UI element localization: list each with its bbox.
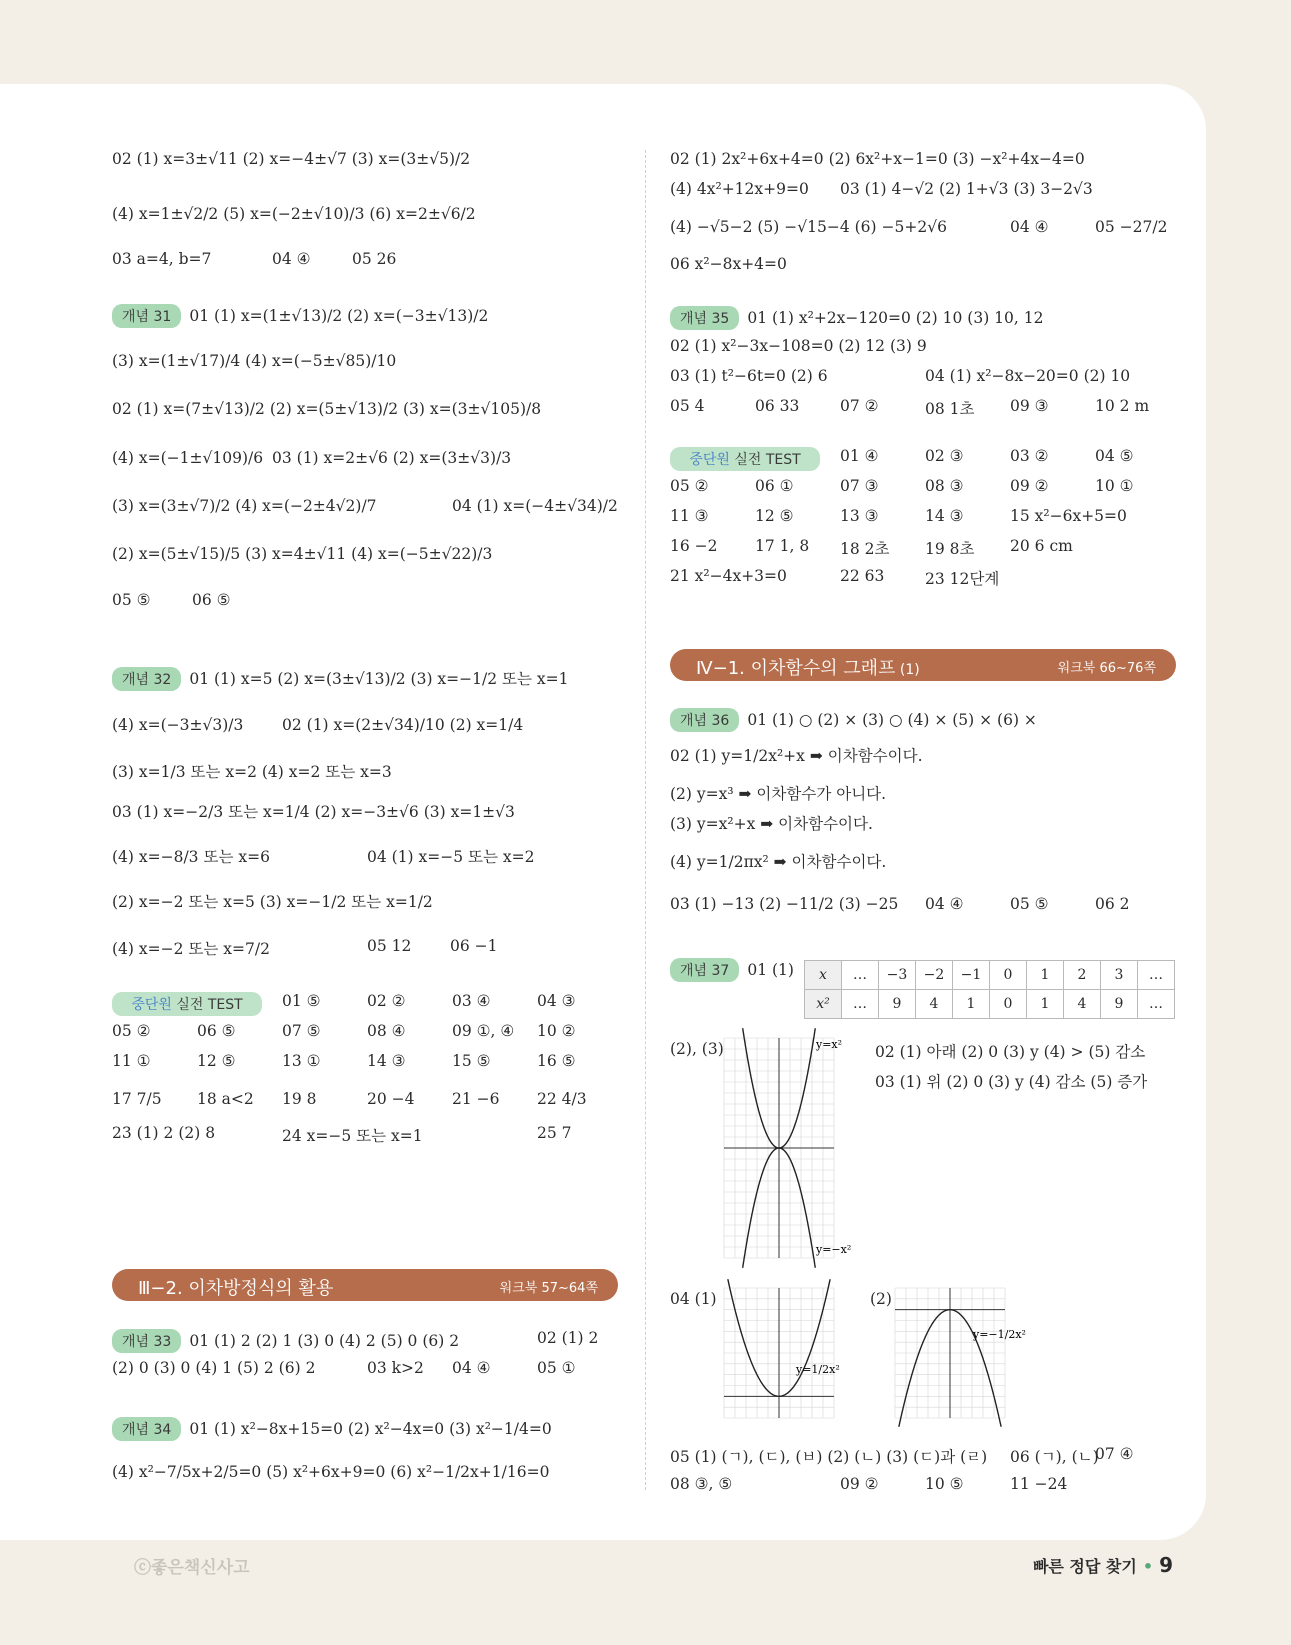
answer-line: 06 ⑤	[192, 591, 231, 609]
answer-line: (2) y=x³ ➡ 이차함수가 아니다.	[670, 785, 887, 803]
test-answer: 04 ③	[537, 992, 576, 1010]
curve-label: y=−1/2x²	[973, 1328, 1026, 1341]
test-answer: 22 63	[840, 567, 885, 585]
table-cell: −2	[916, 961, 953, 990]
test-answer: 09 ②	[1010, 477, 1049, 495]
test-answer: 07 ⑤	[282, 1022, 321, 1040]
answer-line: 02 (1) x=(7±√13)/2 (2) x=(5±√13)/2 (3) x=(3±√105)/8	[112, 400, 542, 418]
mid-test-tag	[670, 447, 820, 471]
table-head: x	[805, 961, 842, 990]
table-head: x²	[805, 990, 842, 1019]
answer-line: 01 (1) x²−8x+15=0 (2) x²−4x=0 (3) x²−1/4=0	[189, 1420, 552, 1438]
test-answer: 08 ④	[367, 1022, 406, 1040]
test-answer: 16 ⑤	[537, 1052, 576, 1070]
test-answer: 13 ③	[840, 507, 879, 525]
table-cell: …	[1138, 961, 1175, 990]
answer-line: 01 (1) 2 (2) 1 (3) 0 (4) 2 (5) 0 (6) 2	[189, 1332, 460, 1350]
table-cell: −3	[879, 961, 916, 990]
test-answer: 10 ②	[537, 1022, 576, 1040]
value-table	[804, 960, 1175, 1019]
answer-line: 05 ①	[537, 1359, 576, 1377]
answer-line: 01 (1) ○ (2) × (3) ○ (4) × (5) × (6) ×	[747, 711, 1037, 729]
table-cell: 4	[1064, 990, 1101, 1019]
table-cell: 4	[916, 990, 953, 1019]
curve-label: y=x²	[816, 1038, 843, 1051]
table-cell: 9	[1101, 990, 1138, 1019]
answer-line: 09 ②	[840, 1475, 879, 1493]
answer-line: 07 ④	[1095, 1445, 1134, 1463]
answer-line: 04 ④	[272, 250, 311, 268]
answer-line: 11 −24	[1010, 1475, 1068, 1493]
test-answer: 23 12단계	[925, 570, 1000, 588]
test-answer: 20 −4	[367, 1089, 415, 1108]
gaenyeom-tag: 개념 32	[112, 667, 181, 691]
answer-line: 07 ②	[840, 397, 879, 415]
answer-line: 08 ③, ⑤	[670, 1475, 733, 1493]
answer-line: (4) x=1±√2/2 (5) x=(−2±√10)/3 (6) x=2±√6/2	[112, 205, 476, 223]
answer-line: (2) 0 (3) 0 (4) 1 (5) 2 (6) 2	[112, 1359, 316, 1377]
answer-line: 01 (1)	[747, 961, 794, 979]
test-answer: 17 1, 8	[755, 537, 810, 555]
table-cell: …	[1138, 990, 1175, 1019]
workbook-ref: 워크북 57~64쪽	[499, 1281, 598, 1296]
answer-line: 06 x²−8x+4=0	[670, 255, 787, 273]
answer-line: (2), (3)	[670, 1040, 724, 1058]
test-answer: 06 ⑤	[197, 1022, 236, 1040]
mid-test-block	[112, 992, 270, 1016]
test-answer: 25 7	[537, 1124, 572, 1142]
footer-dot: •	[1142, 1557, 1154, 1576]
test-answer: 09 ①, ④	[452, 1022, 515, 1040]
test-answer: 01 ④	[840, 447, 879, 465]
answer-line: (4) −√5−2 (5) −√15−4 (6) −5+2√6	[670, 218, 947, 236]
section-title: Ⅲ−2. 이차방정식의 활용	[138, 1278, 334, 1299]
gaenyeom-tag: 개념 31	[112, 304, 181, 328]
curve-label: y=1/2x²	[796, 1363, 840, 1376]
test-answer: 21 x²−4x+3=0	[670, 567, 787, 585]
test-answer: 02 ②	[367, 992, 406, 1010]
answer-line: (3) y=x²+x ➡ 이차함수이다.	[670, 815, 873, 833]
table-cell: 1	[1027, 961, 1064, 990]
test-answer: 20 6 cm	[1010, 537, 1073, 555]
answer-line: (4) x=(−1±√109)/6	[112, 449, 264, 467]
table-cell: 1	[953, 990, 990, 1019]
test-answer: 24 x=−5 또는 x=1	[282, 1127, 423, 1145]
answer-line: 04 (1)	[670, 1290, 717, 1308]
answer-line: 10 ⑤	[925, 1475, 964, 1493]
mid-test-tag-a: 중단원	[689, 452, 730, 468]
answer-line: 05 ⑤	[1010, 895, 1049, 913]
test-answer: 11 ③	[670, 507, 709, 525]
table-cell: 3	[1101, 961, 1138, 990]
answer-line: 06 33	[755, 397, 800, 415]
answer-line: 06 −1	[450, 937, 498, 955]
gaenyeom-tag: 개념 37	[670, 958, 739, 982]
answer-line: 01 (1) x=(1±√13)/2 (2) x=(−3±√13)/2	[189, 307, 489, 325]
answer-line: (2) x=(5±√15)/5 (3) x=4±√11 (4) x=(−5±√22)/3	[112, 545, 493, 563]
table-cell: …	[842, 961, 879, 990]
test-answer: 23 (1) 2 (2) 8	[112, 1124, 216, 1142]
table-cell: 2	[1064, 961, 1101, 990]
test-answer: 19 8	[282, 1089, 317, 1108]
test-answer: 03 ②	[1010, 447, 1049, 465]
test-answer: 15 x²−6x+5=0	[1010, 507, 1127, 525]
gaenyeom-35-block	[670, 306, 1043, 330]
table-cell: 0	[990, 961, 1027, 990]
test-answer: 02 ③	[925, 447, 964, 465]
answer-line: (4) x=−2 또는 x=7/2	[112, 940, 270, 958]
page-footer	[1033, 1553, 1173, 1577]
answer-line: 03 (1) −13 (2) −11/2 (3) −25	[670, 895, 899, 913]
test-answer: 10 ①	[1095, 477, 1134, 495]
answer-line: 04 ④	[1010, 218, 1049, 236]
answer-line: (2) x=−2 또는 x=5 (3) x=−1/2 또는 x=1/2	[112, 893, 433, 911]
answer-line: 01 (1) x=5 (2) x=(3±√13)/2 (3) x=−1/2 또는 x=1	[189, 670, 569, 688]
answer-line: 06 2	[1095, 895, 1130, 913]
gaenyeom-36-block	[670, 708, 1037, 732]
graph-y-half-x2	[724, 1288, 844, 1428]
table-cell: −1	[953, 961, 990, 990]
test-answer: 13 ①	[282, 1052, 321, 1070]
answer-line: 02 (1) x=(2±√34)/10 (2) x=1/4	[282, 716, 524, 734]
answer-line: 03 (1) x=2±√6 (2) x=(3±√3)/3	[272, 449, 512, 467]
test-answer: 15 ⑤	[452, 1052, 491, 1070]
gaenyeom-33-block	[112, 1329, 459, 1353]
answer-line: (3) x=(3±√7)/2 (4) x=(−2±4√2)/7	[112, 497, 377, 515]
test-answer: 19 8초	[925, 540, 975, 558]
test-answer: 03 ④	[452, 992, 491, 1010]
test-answer: 14 ③	[925, 507, 964, 525]
test-answer: 12 ⑤	[197, 1052, 236, 1070]
answer-line: 06 (ㄱ), (ㄴ)	[1010, 1448, 1099, 1466]
answer-line: 05 ⑤	[112, 591, 151, 609]
gaenyeom-31-block	[112, 304, 488, 328]
mid-test-tag	[112, 992, 262, 1016]
test-answer: 11 ①	[112, 1052, 151, 1070]
test-answer: 18 a<2	[197, 1089, 254, 1108]
section-header-4-1	[670, 649, 1176, 681]
answer-line: 02 (1) x=3±√11 (2) x=−4±√7 (3) x=(3±√5)/2	[112, 150, 471, 168]
answer-line: (4) x=(−3±√3)/3	[112, 716, 244, 734]
section-title	[696, 654, 920, 680]
table-cell: 0	[990, 990, 1027, 1019]
answer-line: (4) y=1/2πx² ➡ 이차함수이다.	[670, 853, 887, 871]
section-title-main: Ⅳ−1. 이차함수의 그래프	[696, 658, 896, 679]
answer-line: 01 (1) x²+2x−120=0 (2) 10 (3) 10, 12	[747, 309, 1044, 327]
answer-line: 05 (1) (ㄱ), (ㄷ), (ㅂ) (2) (ㄴ) (3) (ㄷ)과 (ㄹ)	[670, 1448, 988, 1466]
answer-line: 04 ④	[925, 895, 964, 913]
answer-line: 05 26	[352, 250, 397, 268]
answer-line: 03 (1) t²−6t=0 (2) 6	[670, 367, 828, 385]
mid-test-tag-b: 실전 TEST	[729, 452, 801, 468]
answer-line: (4) x=−8/3 또는 x=6	[112, 848, 270, 866]
answer-line: 09 ③	[1010, 397, 1049, 415]
answer-line: 02 (1) 2x²+6x+4=0 (2) 6x²+x−1=0 (3) −x²+4x−4=0	[670, 150, 1085, 168]
answer-line: 10 2 m	[1095, 397, 1150, 415]
gaenyeom-tag: 개념 36	[670, 708, 739, 732]
test-answer: 12 ⑤	[755, 507, 794, 525]
publisher-mark: ⓒ좋은책신사고	[134, 1558, 250, 1578]
answer-line: 03 a=4, b=7	[112, 250, 212, 268]
page-number: 9	[1159, 1553, 1173, 1577]
answer-line: (3) x=(1±√17)/4 (4) x=(−5±√85)/10	[112, 352, 397, 370]
test-answer: 22 4/3	[537, 1089, 587, 1108]
table-cell: 1	[1027, 990, 1064, 1019]
answer-line: 02 (1) 2	[537, 1329, 599, 1347]
mid-test-block	[670, 447, 828, 471]
mid-test-tag-b: 실전 TEST	[171, 997, 243, 1013]
gaenyeom-34-block	[112, 1417, 552, 1441]
answer-line: 03 (1) x=−2/3 또는 x=1/4 (2) x=−3±√6 (3) x=1±√3	[112, 803, 515, 821]
answer-line: 05 −27/2	[1095, 218, 1168, 236]
footer-title: 빠른 정답 찾기	[1032, 1557, 1137, 1576]
answer-line: 02 (1) 아래 (2) 0 (3) y (4) > (5) 감소	[875, 1043, 1146, 1061]
answer-line: 03 (1) 4−√2 (2) 1+√3 (3) 3−2√3	[840, 180, 1093, 198]
answer-line: 04 ④	[452, 1359, 491, 1377]
gaenyeom-tag: 개념 33	[112, 1329, 181, 1353]
test-answer: 06 ①	[755, 477, 794, 495]
answer-line: 02 (1) x²−3x−108=0 (2) 12 (3) 9	[670, 337, 927, 355]
test-answer: 04 ⑤	[1095, 447, 1134, 465]
gaenyeom-32-block	[112, 667, 568, 691]
workbook-ref: 워크북 66~76쪽	[1057, 661, 1156, 676]
answer-line: (4) x²−7/5x+2/5=0 (5) x²+6x+9=0 (6) x²−1/2x+1/16=0	[112, 1463, 550, 1481]
answer-line: 05 4	[670, 397, 705, 415]
curve-label: y=−x²	[816, 1243, 852, 1256]
answer-line: 03 k>2	[367, 1359, 424, 1377]
answer-line: (3) x=1/3 또는 x=2 (4) x=2 또는 x=3	[112, 763, 392, 781]
test-answer: 17 7/5	[112, 1089, 162, 1108]
answer-line: 08 1초	[925, 400, 975, 418]
table-cell: …	[842, 990, 879, 1019]
table-cell: 9	[879, 990, 916, 1019]
gaenyeom-tag: 개념 35	[670, 306, 739, 330]
test-answer: 16 −2	[670, 537, 718, 555]
test-answer: 05 ②	[670, 477, 709, 495]
answer-line: 04 (1) x=−5 또는 x=2	[367, 848, 535, 866]
answer-line: (2)	[870, 1290, 892, 1308]
test-answer: 14 ③	[367, 1052, 406, 1070]
gaenyeom-37-block	[670, 958, 794, 982]
answer-line: 02 (1) y=1/2x²+x ➡ 이차함수이다.	[670, 747, 923, 765]
answer-line: 05 12	[367, 937, 412, 955]
test-answer: 18 2초	[840, 540, 890, 558]
test-answer: 05 ②	[112, 1022, 151, 1040]
gaenyeom-tag: 개념 34	[112, 1417, 181, 1441]
test-answer: 07 ③	[840, 477, 879, 495]
section-title-suffix: (1)	[895, 662, 920, 678]
graph-y-neg-half-x2	[895, 1288, 1026, 1428]
test-answer: 21 −6	[452, 1089, 500, 1108]
test-answer: 01 ⑤	[282, 992, 321, 1010]
answer-line: 04 (1) x²−8x−20=0 (2) 10	[925, 367, 1131, 385]
graph-y-x2	[724, 1038, 884, 1268]
answer-line: 04 (1) x=(−4±√34)/2	[452, 497, 618, 515]
answer-line: (4) 4x²+12x+9=0	[670, 180, 809, 198]
section-header-3-2	[112, 1269, 618, 1301]
answer-line: 03 (1) 위 (2) 0 (3) y (4) 감소 (5) 증가	[875, 1073, 1148, 1091]
test-answer: 08 ③	[925, 477, 964, 495]
mid-test-tag-a: 중단원	[131, 997, 172, 1013]
column-divider	[645, 150, 646, 1490]
